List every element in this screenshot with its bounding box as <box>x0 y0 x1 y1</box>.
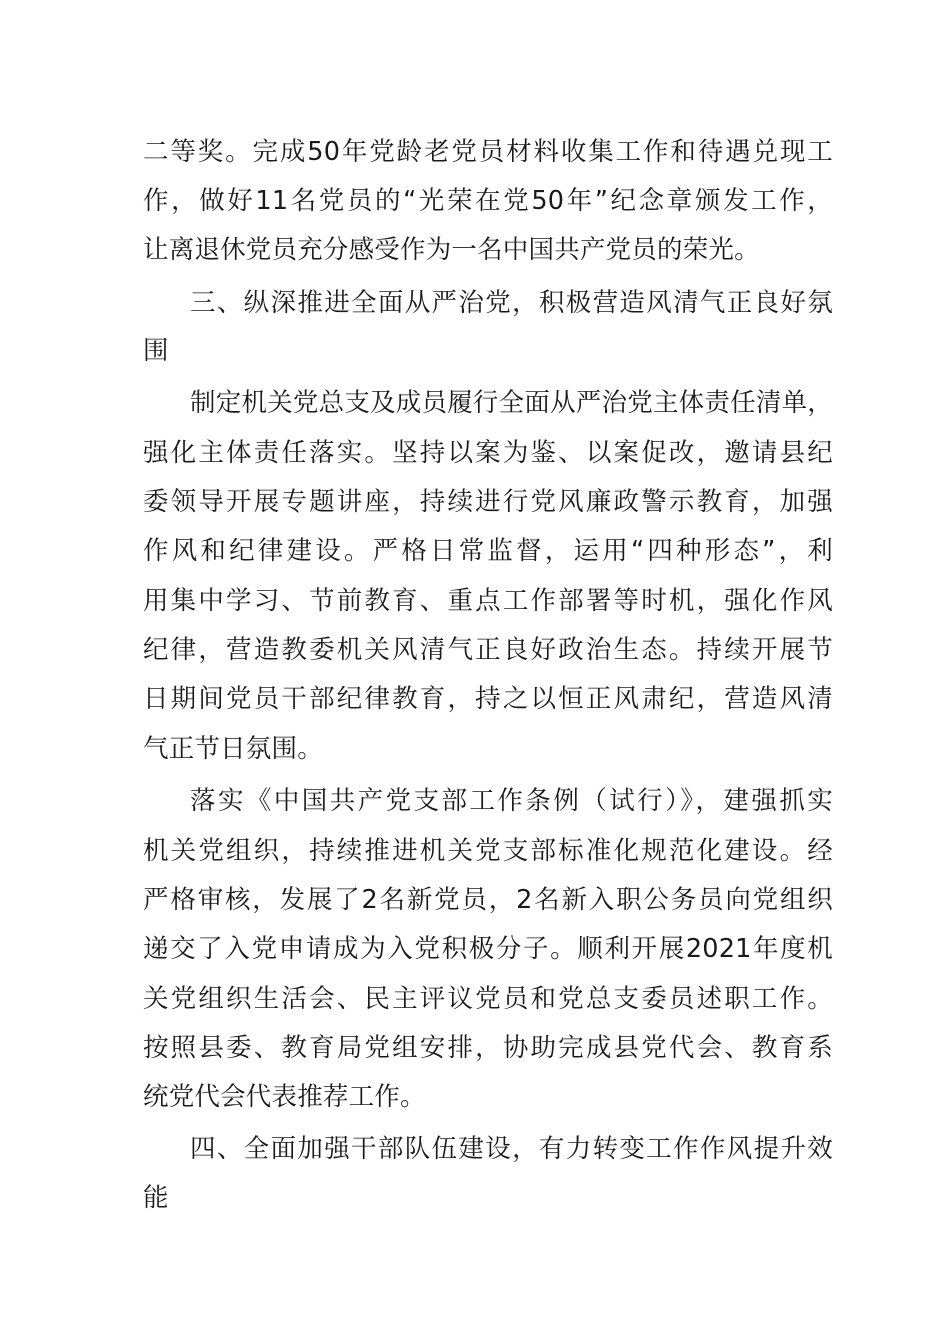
section-heading-3-cont: 围 <box>143 336 169 366</box>
paragraph-line: 制定机关党总支及成员履行全面从严治党主体责任清单， <box>190 388 833 418</box>
section-heading-4: 四、全面加强干部队伍建设，有力转变工作作风提升效 <box>190 1134 833 1164</box>
paragraph-line: 机关党组织，持续推进机关党支部标准化规范化建设。经 <box>143 836 833 866</box>
paragraph-line: 纪律，营造教委机关风清气正良好政治生态。持续开展节 <box>143 635 833 665</box>
paragraph-line: 递交了入党申请成为入党积极分子。顺利开展2021年度机 <box>143 934 833 964</box>
text-line: 二等奖。完成50年党龄老党员材料收集工作和待遇兑现工 <box>143 137 833 167</box>
text-line: 让离退休党员充分感受作为一名中国共产党员的荣光。 <box>143 235 760 265</box>
paragraph-line: 强化主体责任落实。坚持以案为鉴、以案促改，邀请县纪 <box>143 438 833 468</box>
paragraph-line: 日期间党员干部纪律教育，持之以恒正风肃纪，营造风清 <box>143 684 833 714</box>
paragraph-line: 按照县委、教育局党组安排，协助完成县党代会、教育系 <box>143 1033 833 1063</box>
section-heading-3: 三、纵深推进全面从严治党，积极营造风清气正良好氛 <box>190 288 833 318</box>
text-line: 作，做好11名党员的“光荣在党50年”纪念章颁发工作， <box>143 186 833 216</box>
paragraph-line: 用集中学习、节前教育、重点工作部署等时机，强化作风 <box>143 586 833 616</box>
paragraph-line: 统党代会代表推荐工作。 <box>143 1082 426 1112</box>
paragraph-line: 关党组织生活会、民主评议党员和党总支委员述职工作。 <box>143 984 833 1014</box>
paragraph-line: 作风和纪律建设。严格日常监督，运用“四种形态”，利 <box>143 536 833 566</box>
paragraph-line: 气正节日氛围。 <box>143 734 323 764</box>
paragraph-line: 落实《中国共产党支部工作条例（试行）》，建强抓实 <box>190 786 833 816</box>
paragraph-line: 委领导开展专题讲座，持续进行党风廉政警示教育，加强 <box>143 487 833 517</box>
paragraph-line: 严格审核，发展了2名新党员，2名新入职公务员向党组织 <box>143 885 833 915</box>
section-heading-4-cont: 能 <box>143 1183 169 1213</box>
